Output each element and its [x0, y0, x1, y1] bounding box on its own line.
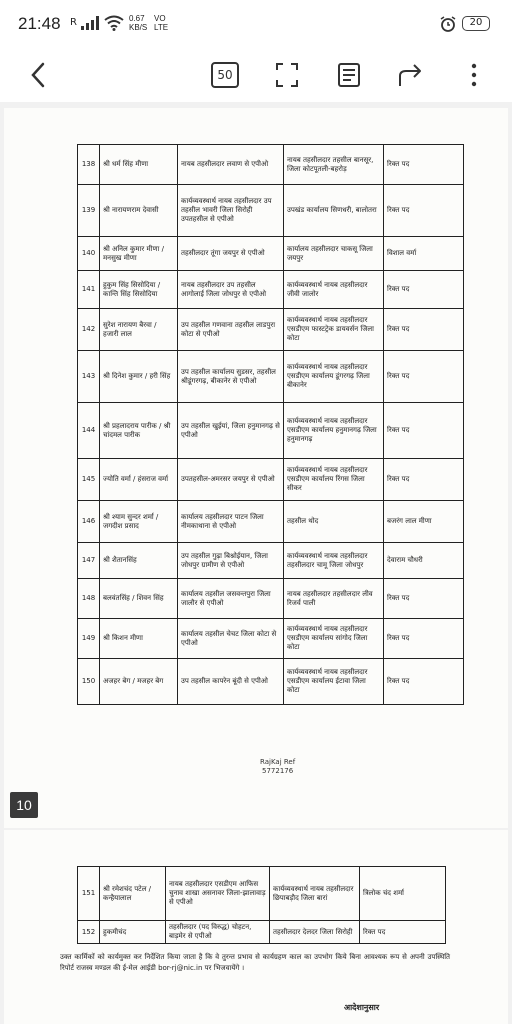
- serial-number-cell: 144: [78, 403, 100, 459]
- table-row: [78, 579, 464, 619]
- new-posting-cell: कार्यव्यवस्थार्थ नायब तहसीलदार तहसीलदार चामू जिला जोधपुर: [284, 543, 384, 579]
- current-posting-cell: कार्यालय तहसील जसवन्तपुरा जिला जालौर से एपीओ: [178, 579, 284, 619]
- table-row: [78, 145, 464, 185]
- table-row: [78, 185, 464, 237]
- current-posting-cell: कार्यालय तहसील चेचट जिला कोटा से एपीओ: [178, 619, 284, 659]
- serial-number-cell: 141: [78, 271, 100, 309]
- remark-cell: विशाल वर्मा: [384, 237, 464, 271]
- new-posting-cell: कार्यव्यवस्थार्थ नायब तहसीलदार एसडीएम कार्यालय डूंगरगढ़ जिला बीकानेर: [284, 351, 384, 403]
- new-posting-cell: कार्यव्यवस्थार्थ नायब तहसीलदार छिपाबड़ौद जिला बारां: [270, 867, 360, 921]
- current-posting-cell: नायब तहसीलदार उप तहसील आगोलाई जिला जोधपुर से एपीओ: [178, 271, 284, 309]
- wifi-icon: [104, 15, 124, 31]
- current-posting-cell: कार्यव्यवस्थार्थ नायब तहसीलदार उप तहसील भावरी जिला सिरोही उपतहसील से एपीओ: [178, 185, 284, 237]
- instruction-note: उक्त कार्मिकों को कार्यमुक्त कर निर्देशित किया जाता है कि वे तुरन्त प्रभाव से कार्यग्रहण काल का उपभोग किये बिना आवश्यक रूप से अपनी उपस्थिति रिपोर्ट राजस्व मण्डल की ई-मेल आईडी bor-rj@nic.in पर भिजवायेंगे ।: [60, 953, 450, 972]
- current-posting-cell: नायब तहसीलदार लवाण से एपीओ: [178, 145, 284, 185]
- serial-number-cell: 149: [78, 619, 100, 659]
- serial-number-cell: 147: [78, 543, 100, 579]
- table-row: [78, 619, 464, 659]
- employee-name-cell: श्री किशन मीणा: [100, 619, 178, 659]
- table-row: [78, 351, 464, 403]
- table-row: [78, 459, 464, 501]
- table-row: [78, 403, 464, 459]
- remark-cell: रिक्त पद: [360, 921, 446, 944]
- table-row: [78, 309, 464, 351]
- table-row: [78, 543, 464, 579]
- transfer-table-continued: [77, 866, 446, 944]
- viewer-toolbar: [0, 50, 512, 102]
- current-posting-cell: उप तहसील कापरेन बूंदी से एपीओ: [178, 659, 284, 705]
- employee-name-cell: बलवंतसिंह / शिवन सिंह: [100, 579, 178, 619]
- volte-indicator: [154, 14, 168, 32]
- serial-number-cell: 148: [78, 579, 100, 619]
- serial-number-cell: 143: [78, 351, 100, 403]
- new-posting-cell: कार्यव्यवस्थार्थ नायब तहसीलदार एसडीएम कार्यालय ईटावा जिला कोटा: [284, 659, 384, 705]
- transfer-table: [77, 144, 464, 705]
- current-posting-cell: उप तहसील कार्यालय सुडसर, तहसील श्रीडूंगरगढ़, बीकानेर से एपीओ: [178, 351, 284, 403]
- employee-name-cell: श्री शैतानसिंह: [100, 543, 178, 579]
- current-posting-cell: नायब तहसीलदार एसडीएम आफिस चुनाव शाखा असनावर जिला-झालावाड़ से एपीओ: [166, 867, 270, 921]
- new-posting-cell: तहसीलदार देलदर जिला सिरोही: [270, 921, 360, 944]
- employee-name-cell: श्री श्याम सुन्दर शर्मा / जगदीश प्रसाद: [100, 501, 178, 543]
- more-vertical-icon: [471, 62, 477, 88]
- current-posting-cell: उपतहसील-अमरसर जयपुर से एपीओ: [178, 459, 284, 501]
- serial-number-cell: 145: [78, 459, 100, 501]
- new-posting-cell: तहसील थोद: [284, 501, 384, 543]
- remark-cell: रिक्त पद: [384, 579, 464, 619]
- serial-number-cell: 152: [78, 921, 100, 944]
- remark-cell: रिक्त पद: [384, 271, 464, 309]
- serial-number-cell: 150: [78, 659, 100, 705]
- remark-cell: रिक्त पद: [384, 309, 464, 351]
- clock: 21:48: [18, 14, 61, 33]
- remark-cell: रिक्त पद: [384, 403, 464, 459]
- volte-label: VO: [154, 14, 166, 23]
- employee-name-cell: श्री अनिल कुमार मीणा / मनसुख मीणा: [100, 237, 178, 271]
- more-options-button[interactable]: [466, 60, 482, 90]
- reading-mode-icon: [337, 62, 361, 88]
- current-posting-cell: उप तहसील गुढ़ा बिश्नोईयान, जिला जोधपुर ग्रामीण से एपीओ: [178, 543, 284, 579]
- status-bar: [0, 0, 512, 50]
- alarm-icon: [440, 16, 456, 32]
- speed-unit: KB/S: [129, 23, 148, 32]
- order-signoff: आदेशानुसार: [344, 1003, 380, 1012]
- document-page-10[interactable]: [4, 108, 508, 828]
- document-page-11[interactable]: [4, 830, 508, 1024]
- remark-cell: त्रिलोक चंद शर्मा: [360, 867, 446, 921]
- speed-value: 0.67: [129, 14, 145, 23]
- page-number-badge: 10: [10, 792, 38, 818]
- new-posting-cell: कार्यव्यवस्थार्थ नायब तहसीलदार एसडीएम कार्यालय सांगोद जिला कोटा: [284, 619, 384, 659]
- reading-mode-button[interactable]: [336, 60, 362, 90]
- remark-cell: देवाराम चौधरी: [384, 543, 464, 579]
- table-row: [78, 659, 464, 705]
- battery-indicator: 20: [462, 16, 490, 31]
- table-row: [78, 271, 464, 309]
- rajkaj-reference-stamp: [260, 758, 295, 776]
- lte-label: LTE: [154, 23, 169, 32]
- current-posting-cell: उप तहसील गणवाना तहसील लाडपुरा कोटा से एपीओ: [178, 309, 284, 351]
- employee-name-cell: अजहर बेग / मजहर बेग: [100, 659, 178, 705]
- remark-cell: रिक्त पद: [384, 185, 464, 237]
- stamp-label: RajKaj Ref: [260, 758, 296, 766]
- new-posting-cell: कार्यव्यवस्थार्थ नायब तहसीलदार जीवी जालोर: [284, 271, 384, 309]
- employee-name-cell: सुरेश नारायण बैरवा / हजारी लाल: [100, 309, 178, 351]
- current-posting-cell: तहसीलदार (पद विरुद्ध) चोहटन, बाड़मेर से एपीओ: [166, 921, 270, 944]
- remark-cell: बजरंग लाल मीणा: [384, 501, 464, 543]
- remark-cell: रिक्त पद: [384, 351, 464, 403]
- new-posting-cell: कार्यव्यवस्थार्थ नायब तहसीलदार एसडीएम फास्टट्रेक डायवर्सन जिला कोटा: [284, 309, 384, 351]
- page-count-button[interactable]: 50: [211, 62, 239, 88]
- back-arrow-icon: [30, 62, 46, 88]
- table-row: [78, 921, 446, 944]
- employee-name-cell: श्री धर्म सिंह मीणा: [100, 145, 178, 185]
- share-icon: [397, 62, 425, 88]
- remark-cell: रिक्त पद: [384, 145, 464, 185]
- stamp-number: 5772176: [262, 767, 294, 775]
- serial-number-cell: 142: [78, 309, 100, 351]
- serial-number-cell: 151: [78, 867, 100, 921]
- new-posting-cell: नायब तहसीलदार तहसील बानसूर, जिला कोटपूतली-बहरोड़: [284, 145, 384, 185]
- employee-name-cell: श्री नारायणराम देवासी: [100, 185, 178, 237]
- current-posting-cell: उप तहसील खुईयां, जिला हनुमानगढ़ से एपीओ: [178, 403, 284, 459]
- employee-name-cell: श्री दिनेश कुमार / हरी सिंह: [100, 351, 178, 403]
- serial-number-cell: 138: [78, 145, 100, 185]
- serial-number-cell: 146: [78, 501, 100, 543]
- table-row: [78, 867, 446, 921]
- serial-number-cell: 140: [78, 237, 100, 271]
- employee-name-cell: श्री प्रहलादराय पारीक / श्री चांदमल पारीक: [100, 403, 178, 459]
- new-posting-cell: नायब तहसीलदार तहसीलदार लीव रिजर्व पाली: [284, 579, 384, 619]
- roaming-indicator: R: [70, 17, 77, 28]
- remark-cell: रिक्त पद: [384, 659, 464, 705]
- new-posting-cell: कार्यव्यवस्थार्थ नायब तहसीलदार एसडीएम कार्यालय रिंगस जिला सीकर: [284, 459, 384, 501]
- fullscreen-icon: [275, 62, 299, 88]
- table-row: [78, 237, 464, 271]
- share-button[interactable]: [397, 60, 425, 90]
- network-speed: [129, 14, 147, 32]
- remark-cell: रिक्त पद: [384, 619, 464, 659]
- signal-icon: [80, 16, 100, 30]
- fullscreen-button[interactable]: [274, 60, 300, 90]
- back-button[interactable]: [26, 60, 50, 90]
- serial-number-cell: 139: [78, 185, 100, 237]
- new-posting-cell: कार्यव्यवस्थार्थ नायब तहसीलदार एसडीएम कार्यालय हनुमानगढ़ जिला हनुमानगढ़: [284, 403, 384, 459]
- employee-name-cell: श्री रमेशचंद पटेल / कन्हैयालाल: [100, 867, 166, 921]
- employee-name-cell: हुकमीचंद: [100, 921, 166, 944]
- remark-cell: रिक्त पद: [384, 459, 464, 501]
- new-posting-cell: उपखंड कार्यालय सिणधरी, बालोतरा: [284, 185, 384, 237]
- current-posting-cell: कार्यालय तहसीलदार पाटन जिला नीमकाथाना से एपीओ: [178, 501, 284, 543]
- employee-name-cell: ज्योति वर्मा / हंसराज वर्मा: [100, 459, 178, 501]
- new-posting-cell: कार्यालय तहसीलदार चाकसू जिला जयपुर: [284, 237, 384, 271]
- table-row: [78, 501, 464, 543]
- current-posting-cell: तहसीलदार तूंगा जयपुर से एपीओ: [178, 237, 284, 271]
- employee-name-cell: हुकुम सिंह सिसोदिया / कान्ति सिंह सिसोदिया: [100, 271, 178, 309]
